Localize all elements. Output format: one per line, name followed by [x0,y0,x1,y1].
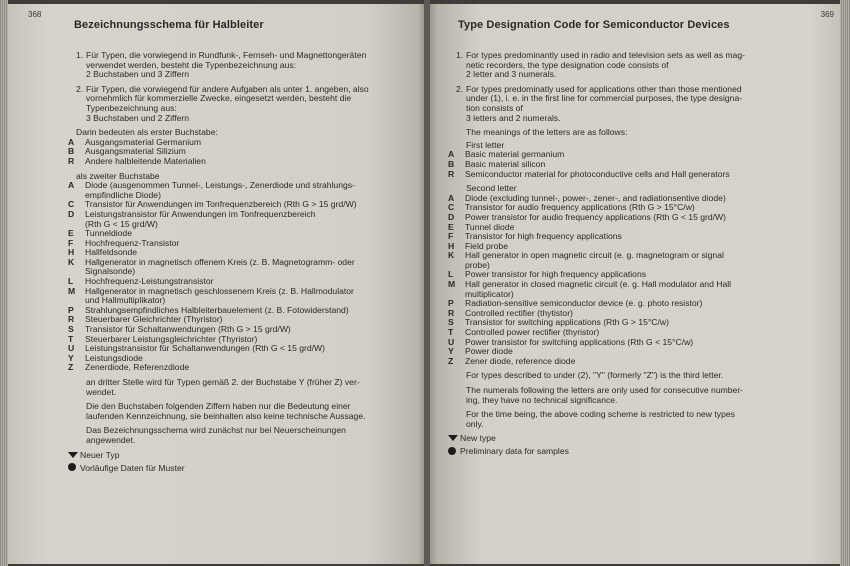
text-line: ing, they have no technical significance. [466,394,618,405]
text-line: netic recorders, the type designation code consists of [466,59,669,70]
text-line: und Hallmultiplikator) [85,295,166,306]
text-line: Hallfeldsonde [85,247,138,258]
text-line: Controlled power rectifier (thyristor) [465,327,600,338]
legend-new-type [68,451,412,461]
text-line: Leistungstransistor für Anwendungen im Tonfrequenzbereich [85,208,316,219]
letter-key: M [68,285,76,296]
letter-row [68,155,412,167]
letter-key: C [448,202,455,213]
letter-key: Y [448,346,454,357]
letter-key: R [68,314,75,325]
text-line: verwendet werden, besteht die Typenbezeichnung aus: [86,59,297,70]
item-number: 2. [456,83,464,94]
letter-text [80,210,412,229]
section-intro: Darin bedeuten als erster Buchstabe: [76,127,218,138]
letter-text: Ausgangsmaterial Germanium [85,136,202,147]
down-triangle-icon [68,452,78,458]
letter-key: U [68,343,75,354]
letter-key: F [448,231,454,242]
letter-key: Z [68,362,74,373]
text-line: Transistor für Anwendungen im Tonfrequenzbereich (Rth G > 15 grd/W) [85,199,357,210]
text-line: Power transistor for switching applications (Rth G < 15°C/w) [465,336,694,347]
text-line: Das Bezeichnungsschema wird zunächst nur bei Neuerscheinungen [86,425,346,436]
left-content [68,50,412,474]
section-intro: The meanings of the letters are as follows: [466,127,628,138]
item-number: 2. [76,83,84,94]
letter-row [448,168,796,180]
text-line: Diode (excluding tunnel-, power-, zener-, and radiationsentive diode) [465,192,726,203]
letter-text [460,357,796,367]
letter-key: A [448,192,455,203]
text-line: Hallgenerator in magnetisch geschlossenem Kreis (z. B. Hallmodulator [85,285,354,296]
text-line: Power transistor for audio frequency applications (Rth G < 15 grd/W) [465,211,727,222]
item-value: 2 letter and 3 numerals. [466,69,557,80]
numbered-item [76,85,412,123]
book-right-edge [840,0,850,566]
letter-key: P [68,304,74,315]
page-title: Type Designation Code for Semiconductor Devices [458,19,730,31]
text-line: Tunneldiode [85,228,132,239]
item-number: 1. [76,50,84,60]
item-value: 3 letters and 2 numerals. [466,112,561,123]
letter-text [80,258,412,277]
letter-key: K [448,250,455,261]
letter-key: H [68,247,75,258]
section-intro: als zweiter Buchstabe [76,170,160,181]
letter-key: D [448,211,455,222]
letter-text [460,232,796,242]
text-line: only. [466,418,484,429]
text-line: Controlled rectifier (thytistor) [465,307,573,318]
letter-row [68,208,412,229]
text-line: For types described to under (2), "Y" (formerly "Z") is the third letter. [466,370,724,381]
text-line: under (1), i. e. in the first line for commercial purposes, the type designa- [466,93,743,104]
text-line: Steuerbarer Leistungsgleichrichter (Thyristor) [85,333,258,344]
text-line: Transistor für Schaltanwendungen (Rth G > 15 grd/W) [85,324,291,335]
right-content [448,50,796,458]
letter-key: Z [448,355,454,366]
letter-text [460,280,796,299]
book-left-edge [0,0,8,566]
text-line: Signalsonde) [85,266,136,277]
text-line: Für Typen, die vorwiegend in Rundfunk-, Fernseh- und Magnettongeräten [86,50,367,60]
letter-key: C [68,199,75,210]
letter-key: A [448,149,455,160]
text-line: Für Typen, die vorwiegend für andere Aufgaben als unter 1. angeben, also [86,83,369,94]
letter-key: K [68,256,75,267]
letter-row [68,362,412,373]
letter-key: U [448,336,455,347]
text-line: For types predominatly used for applications other than those mentioned [466,83,742,94]
letter-key: D [68,208,75,219]
letter-key: B [448,158,455,169]
second-letter-list [68,180,412,373]
letter-text: Basic material germanium [465,149,565,160]
text-line: Typenbezeichnung aus: [86,102,177,113]
text-line: Hallgenerator in magnetisch offenem Kreis (z. B. Magnetogramm- oder [85,256,355,267]
numbered-item [456,51,796,80]
section-heading: First letter [466,139,505,150]
legend-label: Preliminary data for samples [460,446,569,457]
text-line: wendet. [86,386,117,397]
letter-row [448,355,796,367]
letter-key: E [68,228,74,239]
text-line: Power diode [465,346,513,357]
down-triangle-icon [448,435,458,441]
filled-circle-icon [68,463,76,471]
letter-text: Ausgangsmaterial Silizium [85,146,186,157]
section-heading: Second letter [466,183,517,194]
letter-key: R [448,307,455,318]
text-line: Steuerbarer Gleichrichter (Thyristor) [85,314,223,325]
text-line: tion consists of [466,102,523,113]
letter-text [80,363,412,373]
text-line: Transistor for audio frequency applications (Rth G > 15°C/w) [465,202,695,213]
letter-row [448,279,796,299]
second-letter-list [448,192,796,367]
text-line: Zener diode, reference diode [465,355,576,366]
page-title: Bezeichnungsschema für Halbleiter [74,19,264,31]
text-line: Field probe [465,240,508,251]
text-line: Diode (ausgenommen Tunnel-, Leistungs-, Zenerdiode und strahlungs- [85,180,355,191]
numbered-item [76,51,412,80]
text-line: multiplicator) [465,288,514,299]
letter-key: Y [68,352,74,363]
text-line: Transistor for switching applications (Rth G > 15°C/w) [465,317,669,328]
letter-text: Andere halbleitende Materialien [85,155,206,166]
text-line: For the time being, the above coding scheme is restricted to new types [466,409,735,420]
letter-text: Semiconductor material for photoconductive cells and Hall generators [465,168,730,179]
filled-circle-icon [448,447,456,455]
letter-key: L [68,276,74,287]
text-line: probe) [465,259,490,270]
letter-key: R [68,155,75,166]
text-line: an dritter Stelle wird für Typen gemäß 2. der Buchstabe Y (früher Z) ver- [86,377,360,387]
text-line: vornehmlich für kommerzielle Zwecke, eingesetzt werden, besteht die [86,93,352,104]
letter-key: T [448,327,454,338]
text-line: Hochfrequenz-Leistungstransistor [85,276,214,287]
letter-text [80,287,412,306]
text-line: angewendet. [86,434,136,445]
letter-key: B [68,146,75,157]
text-line: Radiation-sensitive semiconductor device (e. g. photo resistor) [465,298,703,309]
text-line: Power transistor for high frequency applications [465,269,647,280]
letter-key: L [448,269,454,280]
letter-text [80,181,412,200]
letter-key: P [448,298,454,309]
letter-text: Basic material silicon [465,158,546,169]
legend-new-type [448,434,796,444]
letter-key: S [448,317,454,328]
legend-label: Neuer Typ [80,449,120,460]
page-number: 368 [28,10,42,19]
letter-row [68,285,412,306]
text-line: The numerals following the letters are only used for consecutive number- [466,385,744,395]
letter-key: A [68,180,75,191]
text-line: For types predominantly used in radio and television sets as well as mag- [466,50,745,60]
item-value: 3 Buchstaben und 2 Ziffern [86,112,190,123]
letter-key: F [68,237,74,248]
legend-label: Vorläufige Daten für Muster [80,462,185,473]
letter-row [448,250,796,270]
legend-label: New type [460,433,496,444]
text-line: Hall generator in open magnetic circuit (e. g. magnetogram or signal [465,250,724,261]
item-number: 1. [456,50,464,60]
text-line: laufenden Kennzeichnung, sie beinhalten also keine technische Aussage. [86,410,366,421]
legend-preliminary [448,447,796,458]
letter-key: S [68,324,74,335]
right-page [430,4,840,564]
letter-key: M [448,279,456,290]
text-line: (Rth G < 15 grd/W) [85,218,158,229]
letter-key: E [448,221,454,232]
text-line: Zenerdiode, Referenzdiode [85,362,190,373]
text-line: Die den Buchstaben folgenden Ziffern haben nur die Bedeutung einer [86,401,351,412]
text-line: Tunnel diode [465,221,515,232]
letter-key: T [68,333,74,344]
text-line: Leistungsdiode [85,352,143,363]
letter-key: A [68,136,75,147]
numbered-item [456,85,796,123]
letter-key: H [448,240,455,251]
text-line: empfindliche Diode) [85,189,161,200]
text-line: Strahlungsempfindliches Halbleiterbauelement (z. B. Fotowiderstand) [85,304,349,315]
letter-row [68,180,412,200]
legend-preliminary [68,463,412,474]
letter-row [68,256,412,277]
page-number: 369 [820,10,834,19]
item-value: 2 Buchstaben und 3 Ziffern [86,69,190,80]
letter-key: R [448,168,455,179]
letter-text [460,251,796,270]
text-line: Transistor for high frequency applications [465,231,622,242]
text-line: Hall generator in closed magnetic circuit (e. g. Hall modulator and Hall [465,279,732,290]
left-page [8,4,424,564]
text-line: Hochfrequenz-Transistor [85,237,180,248]
text-line: Leistungstransistor für Schaltanwendungen (Rth G < 15 grd/W) [85,343,326,354]
